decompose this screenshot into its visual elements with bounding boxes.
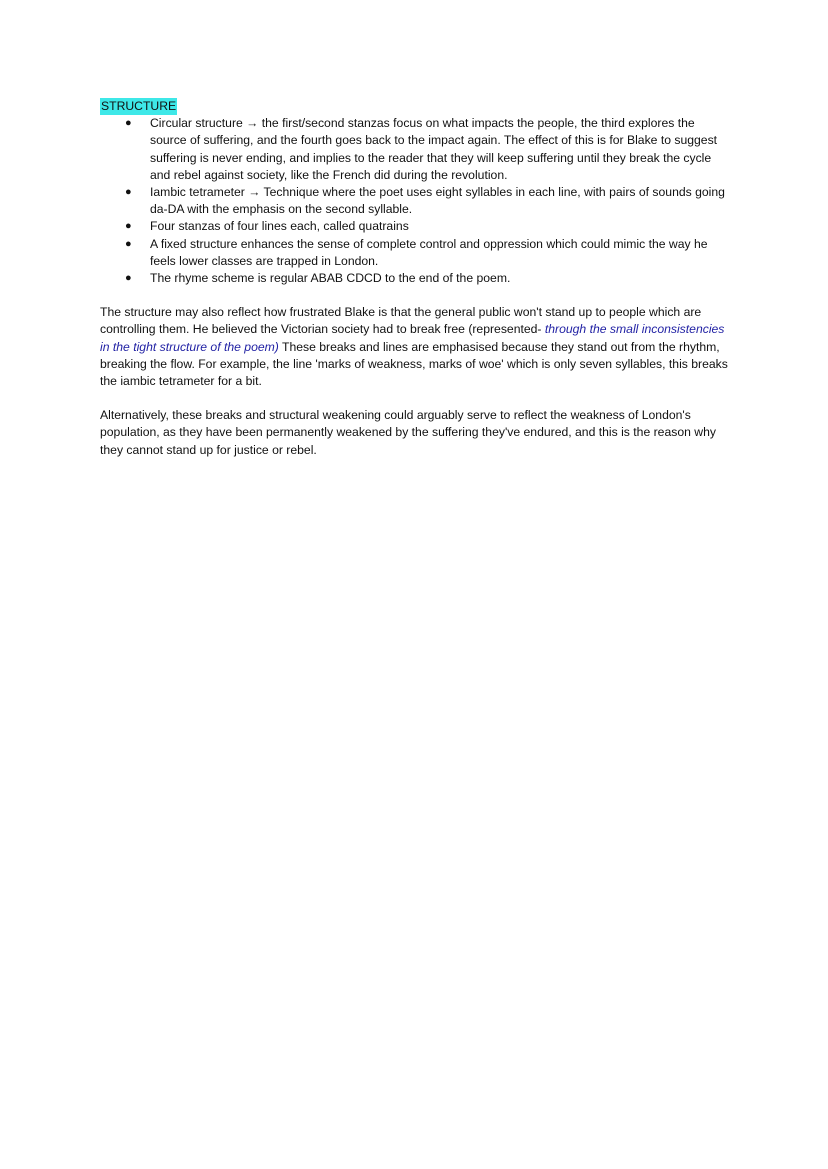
bullet-icon: ● bbox=[125, 117, 132, 130]
paragraph-text-start: The structure may also reflect how frustrated Blake is that the general public won't stand up to people which are controlling them. He believed the Victorian society had to break free (represented- bbox=[100, 305, 702, 337]
list-item bbox=[100, 115, 732, 184]
section-heading-wrapper bbox=[100, 98, 732, 115]
paragraph-alternative: Alternatively, these breaks and structural weakening could arguably serve to reflect the weakness of London's population, as they have been permanently weakened by the suffering they've endured, and this is the reason why they cannot stand up for justice or rebel. bbox=[100, 408, 716, 457]
bullet-list bbox=[100, 115, 732, 287]
bullet-text: A fixed structure enhances the sense of complete control and oppression which could mimic the way he feels lower classes are trapped in London. bbox=[150, 236, 708, 268]
bullet-icon: ● bbox=[125, 272, 132, 285]
list-item bbox=[100, 184, 732, 218]
paragraph-text-end: These breaks and lines are emphasised because they stand out from the rhythm, breaking the flow. For example, the line 'marks of weakness, marks of woe' which is only seven syllables, this breaks the iambic tetrameter for a bit. bbox=[100, 339, 728, 389]
section-heading: STRUCTURE bbox=[100, 98, 177, 115]
document-page bbox=[100, 98, 732, 459]
italic-emphasis: through the small inconsistencies in the tight structure of the poem) bbox=[100, 322, 725, 354]
bullet-icon: ● bbox=[125, 186, 132, 199]
paragraph-structure-reflection bbox=[100, 304, 732, 390]
bullet-text: The rhyme scheme is regular ABAB CDCD to the end of the poem. bbox=[150, 271, 511, 286]
bullet-text: Four stanzas of four lines each, called quatrains bbox=[150, 219, 409, 234]
bullet-icon: ● bbox=[125, 237, 132, 250]
list-item bbox=[100, 270, 732, 287]
bullet-icon: ● bbox=[125, 220, 132, 233]
bullet-text: Circular structure → the first/second stanzas focus on what impacts the people, the third explores the source of suffering, and the fourth goes back to the impact again. The effect of this is for Blake to suggest suffering is never ending, and implies to the reader that they will keep suffering until they break the cycle and rebel against society, like the French did during the revolution. bbox=[150, 116, 718, 182]
list-item bbox=[100, 236, 732, 270]
bullet-text: Iambic tetrameter → Technique where the poet uses eight syllables in each line, with pairs of sounds going da-DA with the emphasis on the second syllable. bbox=[150, 185, 725, 217]
list-item bbox=[100, 218, 732, 235]
